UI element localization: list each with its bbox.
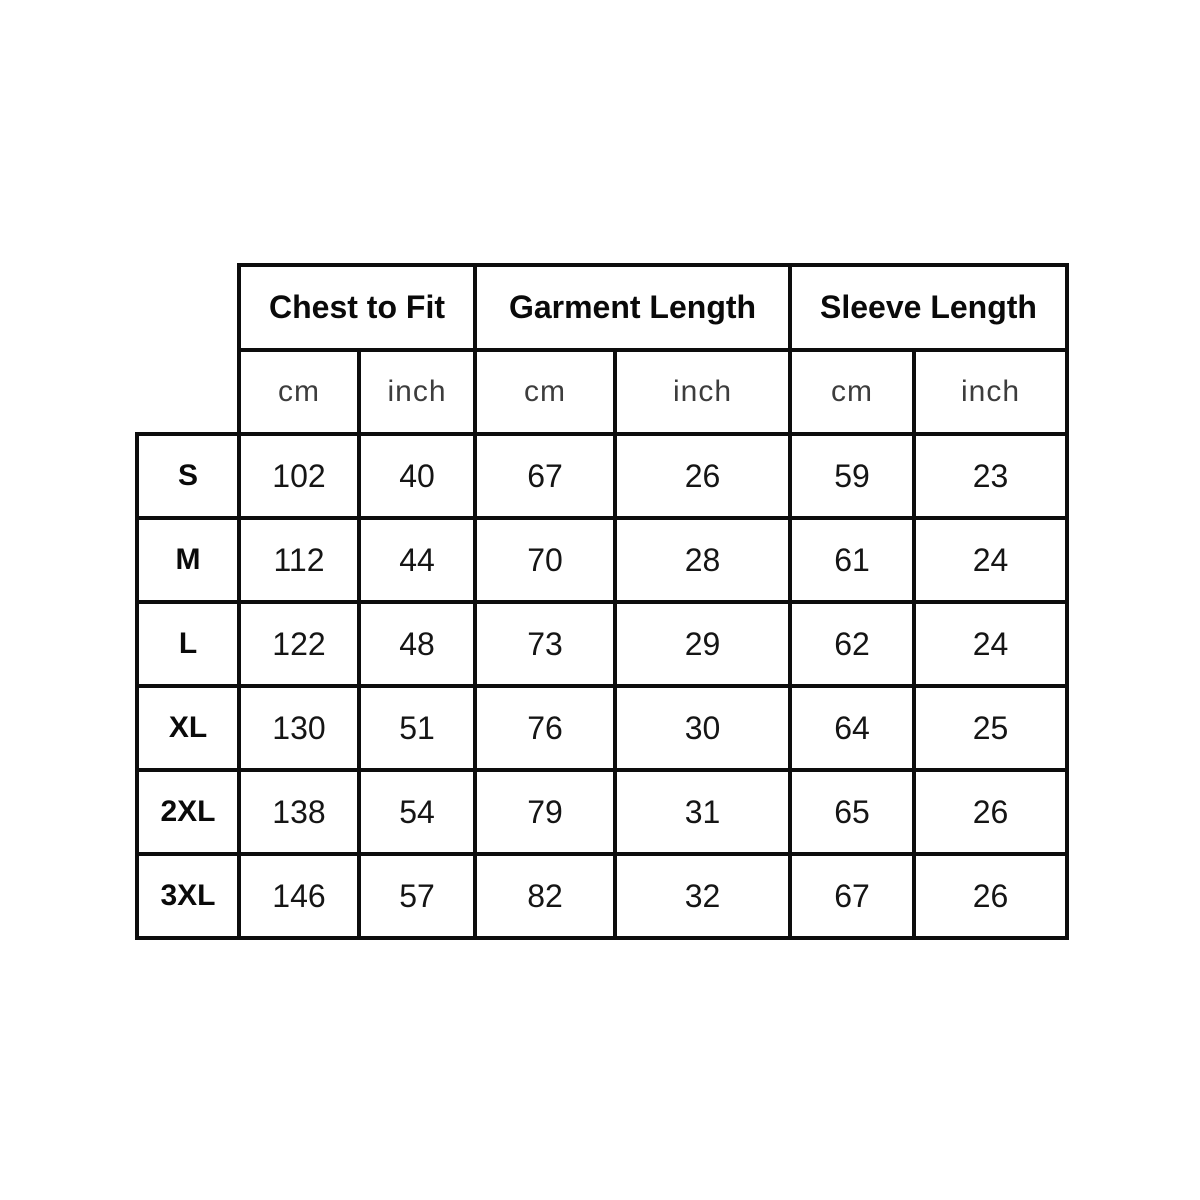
value-cell: 23 xyxy=(914,434,1067,518)
value-cell: 62 xyxy=(790,602,914,686)
table-row xyxy=(137,518,1067,602)
size-label: XL xyxy=(137,686,239,770)
value-cell: 30 xyxy=(615,686,790,770)
unit-header-row xyxy=(137,350,1067,434)
size-label: S xyxy=(137,434,239,518)
value-cell: 48 xyxy=(359,602,475,686)
value-cell: 57 xyxy=(359,854,475,938)
value-cell: 79 xyxy=(475,770,615,854)
size-label: L xyxy=(137,602,239,686)
value-cell: 44 xyxy=(359,518,475,602)
value-cell: 70 xyxy=(475,518,615,602)
column-group-sleeve-length: Sleeve Length xyxy=(790,265,1067,350)
value-cell: 138 xyxy=(239,770,359,854)
value-cell: 82 xyxy=(475,854,615,938)
value-cell: 31 xyxy=(615,770,790,854)
value-cell: 112 xyxy=(239,518,359,602)
size-label: M xyxy=(137,518,239,602)
corner-spacer xyxy=(137,265,239,434)
value-cell: 146 xyxy=(239,854,359,938)
table-row xyxy=(137,434,1067,518)
size-label: 3XL xyxy=(137,854,239,938)
table-body xyxy=(137,434,1067,938)
value-cell: 67 xyxy=(790,854,914,938)
table-header xyxy=(137,265,1067,434)
size-chart-table xyxy=(135,263,1069,940)
value-cell: 65 xyxy=(790,770,914,854)
value-cell: 25 xyxy=(914,686,1067,770)
value-cell: 51 xyxy=(359,686,475,770)
value-cell: 24 xyxy=(914,602,1067,686)
value-cell: 61 xyxy=(790,518,914,602)
value-cell: 26 xyxy=(914,770,1067,854)
unit-header-garment-cm: cm xyxy=(475,350,615,434)
value-cell: 40 xyxy=(359,434,475,518)
table-row xyxy=(137,854,1067,938)
unit-header-sleeve-cm: cm xyxy=(790,350,914,434)
value-cell: 130 xyxy=(239,686,359,770)
unit-header-chest-cm: cm xyxy=(239,350,359,434)
unit-header-sleeve-inch: inch xyxy=(914,350,1067,434)
value-cell: 67 xyxy=(475,434,615,518)
value-cell: 32 xyxy=(615,854,790,938)
value-cell: 64 xyxy=(790,686,914,770)
value-cell: 29 xyxy=(615,602,790,686)
value-cell: 26 xyxy=(615,434,790,518)
unit-header-chest-inch: inch xyxy=(359,350,475,434)
value-cell: 59 xyxy=(790,434,914,518)
column-group-chest-to-fit: Chest to Fit xyxy=(239,265,475,350)
value-cell: 73 xyxy=(475,602,615,686)
column-group-row xyxy=(137,265,1067,350)
table-row xyxy=(137,770,1067,854)
value-cell: 26 xyxy=(914,854,1067,938)
size-label: 2XL xyxy=(137,770,239,854)
value-cell: 122 xyxy=(239,602,359,686)
table-row xyxy=(137,686,1067,770)
value-cell: 102 xyxy=(239,434,359,518)
value-cell: 24 xyxy=(914,518,1067,602)
unit-header-garment-inch: inch xyxy=(615,350,790,434)
value-cell: 76 xyxy=(475,686,615,770)
value-cell: 54 xyxy=(359,770,475,854)
value-cell: 28 xyxy=(615,518,790,602)
table-row xyxy=(137,602,1067,686)
column-group-garment-length: Garment Length xyxy=(475,265,790,350)
